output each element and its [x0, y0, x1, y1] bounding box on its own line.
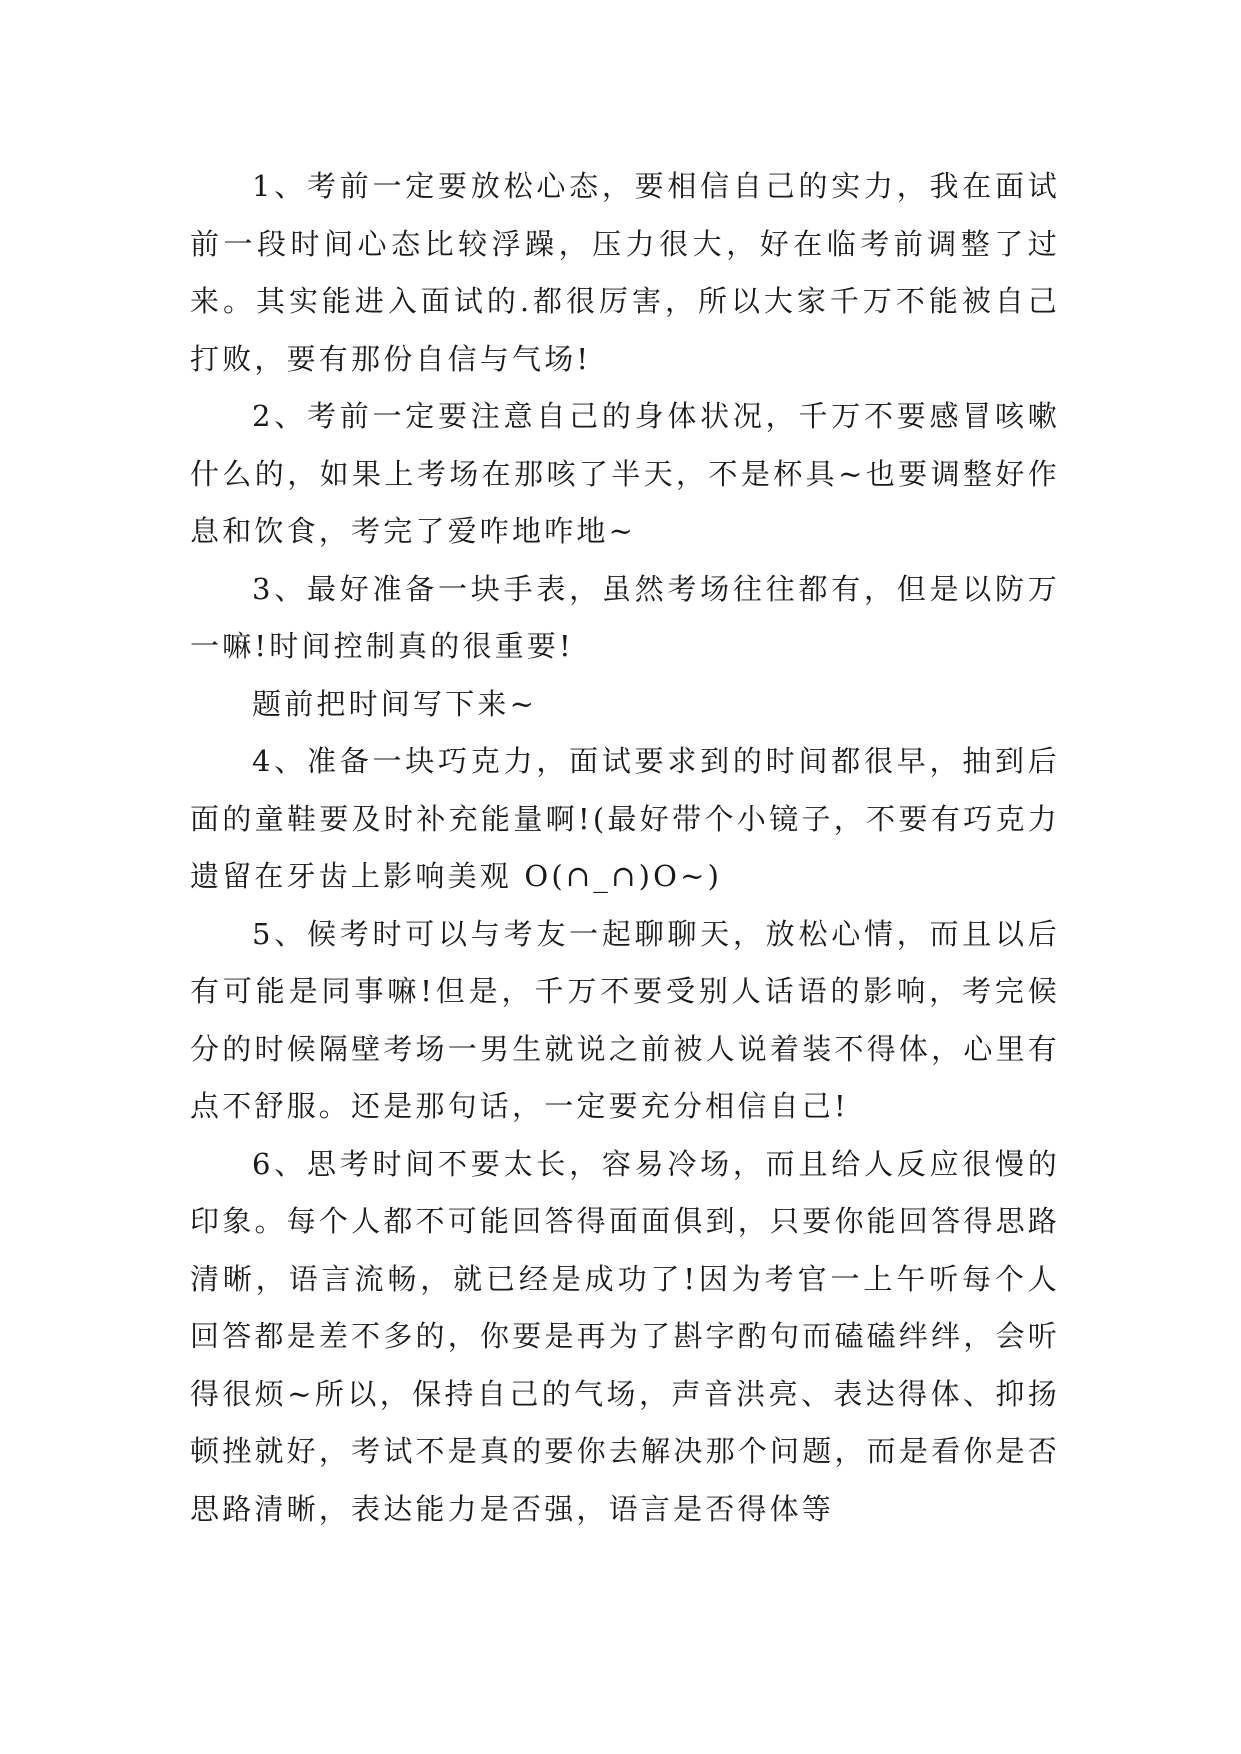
paragraph-tip-3-note: 题前把时间写下来~	[252, 686, 538, 721]
document-body	[190, 158, 1060, 1538]
paragraph-tip-1: 1、考前一定要放松心态，要相信自己的实力，我在面试前一段时间心态比较浮躁，压力很大，好在临考前调整了过来。其实能进入面试的.都很厉害，所以大家千万不能被自己打败，要有那份自信与气场!	[190, 169, 1060, 376]
paragraph-tip-2: 2、考前一定要注意自己的身体状况，千万不要感冒咳嗽什么的，如果上考场在那咳了半天，不是杯具~也要调整好作息和饮食，考完了爱咋地咋地~	[190, 399, 1060, 548]
paragraph-tip-4: 4、准备一块巧克力，面试要求到的时间都很早，抽到后面的童鞋要及时补充能量啊!(最好带个小镜子，不要有巧克力遗留在牙齿上影响美观 O(∩_∩)O~)	[190, 744, 1060, 893]
paragraph-tip-3: 3、最好准备一块手表，虽然考场往往都有，但是以防万一嘛!时间控制真的很重要!	[190, 571, 1060, 663]
paragraph-tip-6: 6、思考时间不要太长，容易冷场，而且给人反应很慢的印象。每个人都不可能回答得面面俱到，只要你能回答得思路清晰，语言流畅，就已经是成功了!因为考官一上午听每个人回答都是差不多的，你要是再为了斟字酌句而磕磕绊绊，会听得很烦~所以，保持自己的气场，声音洪亮、表达得体、抑扬顿挫就好，考试不是真的要你去解决那个问题，而是看你是否思路清晰，表达能力是否强，语言是否得体等	[190, 1146, 1060, 1526]
paragraph-tip-5: 5、候考时可以与考友一起聊聊天，放松心情，而且以后有可能是同事嘛!但是，千万不要受别人话语的影响，考完候分的时候隔壁考场一男生就说之前被人说着装不得体，心里有点不舒服。还是那句话，一定要充分相信自己!	[190, 916, 1060, 1123]
